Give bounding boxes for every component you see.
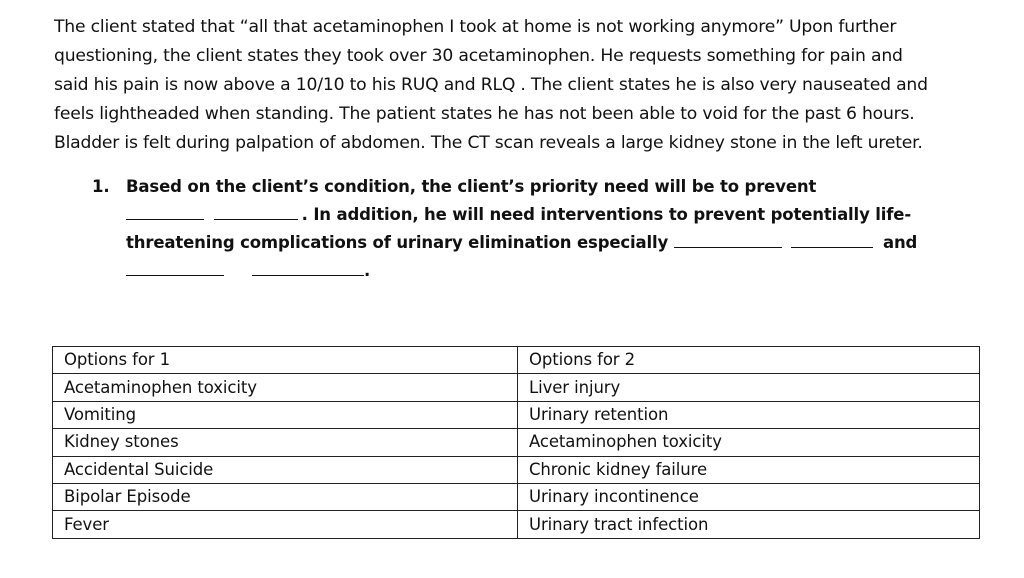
question-line-3-text: threatening complications of urinary elimination especially <box>126 233 669 252</box>
table-row <box>53 429 980 456</box>
question-line-3 <box>126 229 946 257</box>
question-line-1: Based on the client’s condition, the client’s priority need will be to prevent <box>126 177 817 196</box>
answer-blank-2a[interactable] <box>674 229 782 248</box>
answer-blank-1a[interactable] <box>126 201 204 220</box>
question-and-text: and <box>882 233 918 252</box>
scenario-line: said his pain is now above a 10/10 to his RUQ and RLQ . The client states he is also very nauseated and <box>54 75 928 95</box>
answer-blank-3b[interactable] <box>252 257 364 276</box>
table-header-row <box>53 347 980 374</box>
scenario-line: Bladder is felt during palpation of abdomen. The CT scan reveals a large kidney stone in the left ureter. <box>54 133 923 153</box>
option-2-cell: Liver injury <box>518 374 980 401</box>
table-row <box>53 511 980 538</box>
option-1-cell: Acetaminophen toxicity <box>53 374 518 401</box>
scenario-line: The client stated that “all that acetaminophen I took at home is not working anymore” Upon further <box>54 17 897 37</box>
question-line-2 <box>126 201 946 229</box>
header-options-2: Options for 2 <box>518 347 980 374</box>
table-row <box>53 374 980 401</box>
header-options-1: Options for 1 <box>53 347 518 374</box>
question-line-4 <box>126 257 946 285</box>
answer-blank-1b[interactable] <box>214 201 298 220</box>
option-2-cell: Urinary retention <box>518 401 980 428</box>
table-row <box>53 483 980 510</box>
option-1-cell: Accidental Suicide <box>53 456 518 483</box>
option-1-cell: Fever <box>53 511 518 538</box>
scenario-line: questioning, the client states they took over 30 acetaminophen. He requests something for pain and <box>54 46 903 66</box>
option-1-cell: Kidney stones <box>53 429 518 456</box>
question-line-4-end: . <box>364 261 371 280</box>
answer-blank-3a[interactable] <box>126 257 224 276</box>
option-2-cell: Urinary incontinence <box>518 483 980 510</box>
option-2-cell: Urinary tract infection <box>518 511 980 538</box>
answer-blank-2b[interactable] <box>791 229 873 248</box>
case-scenario-paragraph <box>54 13 984 158</box>
question-number: 1. <box>92 177 110 196</box>
question-line-2-text: . In addition, he will need interventions to prevent potentially life- <box>301 205 912 224</box>
option-1-cell: Vomiting <box>53 401 518 428</box>
options-table <box>52 346 980 539</box>
option-2-cell: Chronic kidney failure <box>518 456 980 483</box>
scenario-line: feels lightheaded when standing. The patient states he has not been able to void for the past 6 hours. <box>54 104 915 124</box>
table-row <box>53 456 980 483</box>
option-1-cell: Bipolar Episode <box>53 483 518 510</box>
table-row <box>53 401 980 428</box>
option-2-cell: Acetaminophen toxicity <box>518 429 980 456</box>
question-body <box>126 173 946 285</box>
